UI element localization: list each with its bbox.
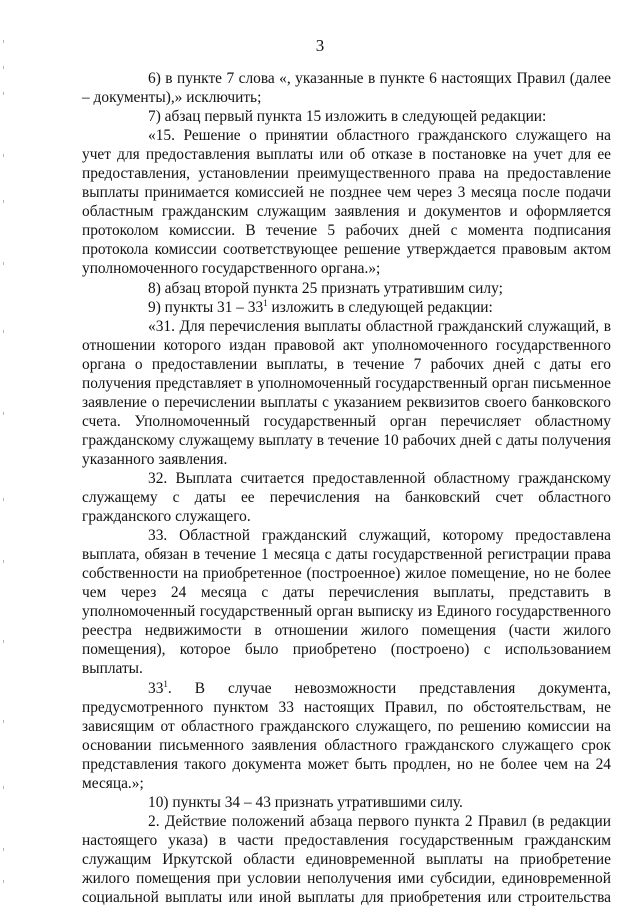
rule-33-1-text: . В случае невозможности представления документа, предусмотренного пунктом 33 настоящих Правил, по обстоятельствам, не зависящим от областного гражданского служащего, по решению комиссии на основании письменного заявления областного гражданского служащего срок представления такого документа может быть продлен, но не более чем на 24 месяца.»; [82,679,611,792]
paragraph-rule-31: «31. Для перечисления выплаты областной гражданский служащий, в отношении которого издан правовой акт уполномоченного государственного органа о предоставлении выплаты, в течение 7 рабочих дней с даты его получения представляет в уполномоченный государственный орган письменное заявление о перечислении выплаты с указанием реквизитов своего банковского счета. Уполномоченный государственный орган перечисляет областному гражданскому служащему выплату в течение 10 рабочих дней с даты получения указанного заявления. [82,317,611,468]
paragraph-item-8: 8) абзац второй пункта 25 признать утратившим силу; [148,279,503,297]
paragraph-rule-15: «15. Решение о принятии областного гражданского служащего на учет для предоставления выплаты или об отказе в постановке на учет для ее предоставления, установлении преимущественного права на предоставление выплаты принимается комиссией не позднее чем через 3 месяца после подачи областным гражданским служащим заявления и документов и оформляется протоколом комиссии. В течение 5 рабочих дней с момента подписания протокола комиссии соответствующее решение утверждается правовым актом уполномоченного государственного органа.»; [82,127,611,278]
paragraph-rule-32: 32. Выплата считается предоставленной областному гражданскому служащему с даты ее перечисления на банковский счет областного гражданского служащего. [82,469,611,526]
item-9-text-end: изложить в следующей редакции: [267,298,493,316]
binding-marks [3,0,5,905]
paragraph-rule-33: 33. Областной гражданский служащий, которому предоставлена выплата, обязан в течение 1 месяца с даты государственной регистрации права собственности на приобретенное (построенное) жилое помещение, но не более чем через 24 месяца с даты перечисления выплаты, представить в уполномоченный государственный орган выписку из Единого государственного реестра недвижимости в отношении жилого помещения (части жилого помещения), которое было приобретено (построено) с использованием выплаты. [82,527,611,678]
superscript-1: 1 [163,678,168,689]
page-number: 3 [315,36,325,55]
paragraph-item-6: 6) в пункте 7 слова «, указанные в пункте 6 настоящих Правил (далее – документы),» исключить; [82,70,611,107]
rule-33-1-number: 33 [148,679,164,697]
paragraph-rule-33-1 [82,679,611,793]
superscript-1: 1 [263,297,268,308]
item-9-text: 9) пункты 31 – 33 [148,298,264,316]
document-body [82,69,611,907]
paragraph-item-7: 7) абзац первый пункта 15 изложить в следующей редакции: [148,108,547,126]
paragraph-section-2: 2. Действие положений абзаца первого пункта 2 Правил (в редакции настоящего указа) в части предоставления государственным гражданским служащим Иркутской области единовременной выплаты на приобретение жилого помещения при условии неполучения ими субсидии, единовременной социальной выплаты или иной выплаты для приобретения или строительства [82,812,611,907]
paragraph-item-10: 10) пункты 34 – 43 признать утратившими силу. [148,793,463,811]
paragraph-item-9 [82,298,611,317]
